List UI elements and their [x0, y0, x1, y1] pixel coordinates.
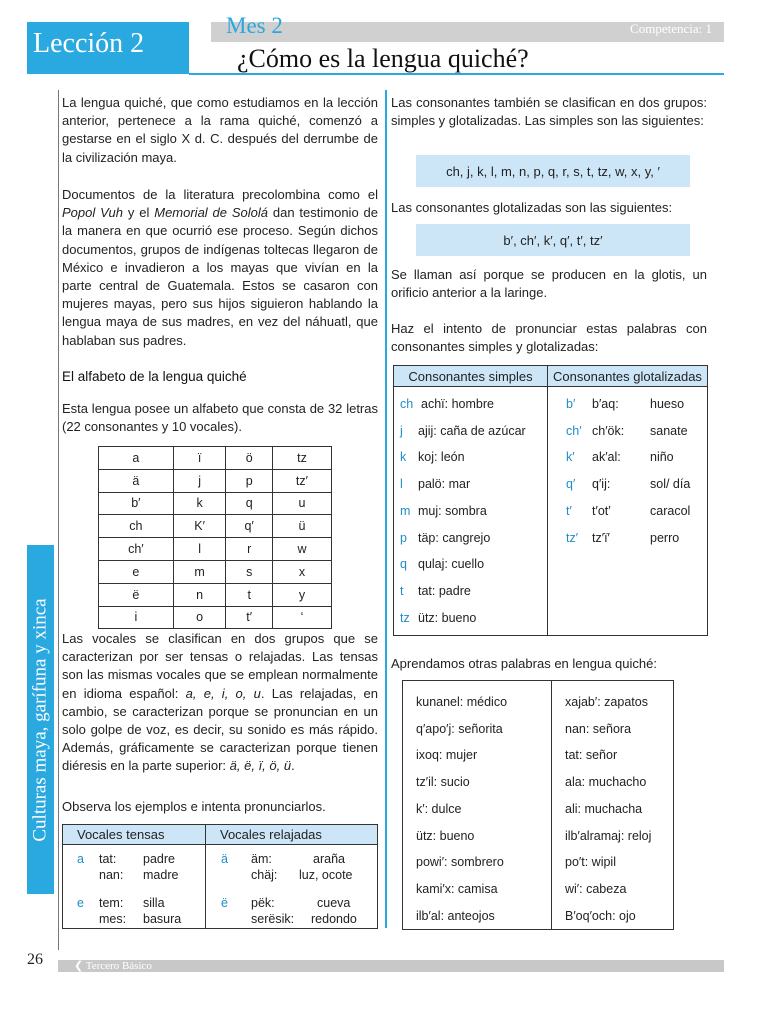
page-number: 26	[27, 951, 43, 968]
glottal-consonant: q′	[566, 477, 576, 492]
alphabet-letter: a	[99, 447, 174, 470]
tense-letter: e	[77, 896, 84, 910]
simple-consonant: m	[400, 503, 411, 518]
relaxed-word: pëk:	[251, 896, 275, 910]
glottal-meaning: sanate	[650, 423, 688, 438]
consonants-table	[393, 365, 708, 636]
glottal-intro: Las consonantes glotalizadas son las siguientes:	[391, 200, 673, 215]
alphabet-letter: k	[173, 492, 226, 515]
relaxed-vowels-header: Vocales relajadas	[206, 825, 377, 845]
glottis-paragraph: Se llaman así porque se producen en la glotis, un orificio anterior a la laringe.	[391, 267, 707, 301]
relaxed-meaning: redondo	[311, 912, 357, 926]
column-separator	[385, 90, 387, 928]
footer-grade: ❮ Tercero Básico	[74, 960, 152, 972]
alphabet-letter: b′	[99, 492, 174, 515]
simple-word: muj: sombra	[418, 503, 487, 518]
pronounce-paragraph: Haz el intento de pronunciar estas palabras con consonantes simples y glotalizadas:	[391, 321, 707, 355]
glottal-consonants-header: Consonantes glotalizadas	[548, 366, 707, 387]
word-item: po′t: wipil	[565, 855, 616, 870]
word-item: xajab′: zapatos	[565, 695, 648, 709]
word-item: nan: señora	[565, 721, 632, 736]
vowels-paragraph: Las vocales se clasifican en dos grupos que se caracterizan por ser tensas o relajadas. Las tensas son las mismas vocales que se emplean normalmente en idioma español: a, e, i, o, u. Las relajadas, en cambio, se caracterizan porque se pronuncian en un solo golpe de voz, es decir, su sonido es más rápido. Además, gráficamente se caracterizan porque tienen diéresis en la parte superior: ä, ë, ï, ö, ü.	[62, 631, 379, 774]
relaxed-word: chäj:	[251, 868, 278, 882]
word-item: k′: dulce	[416, 801, 462, 816]
alphabet-row	[99, 447, 332, 470]
simple-consonant: tz	[400, 610, 410, 625]
alphabet-letter: s	[226, 560, 272, 583]
glottal-meaning: hueso	[650, 397, 685, 411]
alphabet-letter: m	[173, 560, 226, 583]
alphabet-letter: ch′	[99, 538, 174, 561]
alphabet-letter: e	[99, 560, 174, 583]
alphabet-row	[99, 606, 332, 629]
month-label: Mes 2	[226, 13, 283, 38]
frame-left-line	[58, 90, 59, 950]
glottal-word: ch′ök:	[592, 423, 625, 438]
alphabet-letter: r	[226, 538, 272, 561]
tense-word: tat:	[99, 852, 117, 866]
simple-consonant: t	[400, 583, 404, 598]
relaxed-letter: ä	[221, 852, 228, 866]
alphabet-row	[99, 492, 332, 515]
alphabet-letter: p	[226, 469, 272, 492]
simple-consonant: l	[400, 477, 403, 492]
alphabet-letter: q′	[226, 515, 272, 538]
alphabet-letter: j	[173, 469, 226, 492]
alphabet-letter: n	[173, 583, 226, 606]
alphabet-table	[98, 446, 332, 629]
footer-bar	[58, 960, 724, 972]
word-item: B′oq′och: ojo	[565, 908, 636, 923]
alphabet-letter: ‘	[272, 606, 331, 629]
glottal-word: t′ot′	[592, 503, 611, 518]
glottal-meaning: perro	[650, 530, 680, 545]
relaxed-meaning: araña	[313, 852, 345, 866]
glottal-meaning: niño	[650, 450, 674, 465]
alphabet-heading: El alfabeto de la lengua quiché	[62, 369, 247, 384]
word-item: powi′: sombrero	[416, 855, 504, 870]
alphabet-letter: K′	[173, 515, 226, 538]
simple-consonant: ch	[400, 397, 414, 411]
relaxed-letter: ë	[221, 896, 228, 910]
glottal-consonant: t′	[566, 503, 572, 518]
vowel-examples-table	[62, 824, 378, 929]
word-item: kami′x: camisa	[416, 881, 498, 896]
alphabet-letter: ü	[272, 515, 331, 538]
words-table	[402, 680, 674, 930]
tense-vowels-header: Vocales tensas	[63, 825, 205, 845]
word-item: ütz: bueno	[416, 828, 475, 843]
alphabet-letter: ch	[99, 515, 174, 538]
alphabet-letter: tz′	[272, 469, 331, 492]
simple-consonant: p	[400, 530, 407, 545]
tense-word: mes:	[99, 912, 127, 926]
alphabet-letter: ë	[99, 583, 174, 606]
page-title: ¿Cómo es la lengua quiché?	[237, 44, 529, 73]
glottal-consonant: tz′	[566, 530, 579, 545]
glottal-word: b′aq:	[592, 397, 619, 411]
alphabet-letter: i	[99, 606, 174, 629]
more-words-paragraph: Aprendamos otras palabras en lengua quiché:	[391, 656, 657, 671]
simple-word: achï: hombre	[421, 397, 494, 411]
alphabet-row	[99, 538, 332, 561]
glottal-consonant: k′	[566, 450, 575, 465]
simple-word: ajij: caña de azúcar	[418, 423, 526, 438]
word-item: ixoq: mujer	[416, 748, 478, 763]
glottal-word: ak′al:	[592, 450, 621, 465]
tense-word: tem:	[99, 896, 124, 910]
examples-instruction: Observa los ejemplos e intenta pronunciarlos.	[62, 799, 326, 814]
relaxed-word: äm:	[251, 852, 272, 866]
history-paragraph: Documentos de la literatura precolombina como el Popol Vuh y el Memorial de Sololá dan testimonio de la manera en que ocurrió ese proceso. Según dichos documentos, grupos de indígenas toltecas llegaron de México e invadieron a los mayas que vivían en la parte central de Guatemala. Estos se casaron con mujeres mayas, pero sus hijos siguieron hablando la lengua maya de sus madres, en vez del náhuatl, que hablaban sus padres.	[62, 187, 378, 348]
competence-label: Competencia: 1	[630, 21, 712, 36]
relaxed-meaning: luz, ocote	[299, 868, 353, 882]
word-item: q′apo′j: señorita	[416, 721, 503, 736]
relaxed-meaning: cueva	[317, 896, 351, 910]
glottal-consonants-box: b′, ch′, k′, q′, t′, tz′	[416, 224, 690, 256]
simple-consonants-box: ch, j, k, l, m, n, p, q, r, s, t, tz, w, x, y, ′	[416, 155, 690, 187]
glottal-meaning: caracol	[650, 503, 691, 518]
alphabet-row	[99, 515, 332, 538]
tense-meaning: madre	[143, 868, 179, 882]
simple-word: qulaj: cuello	[418, 557, 485, 572]
glottal-consonant: ch′	[566, 423, 582, 438]
glottal-consonant: b′	[566, 397, 576, 411]
word-item: kunanel: médico	[416, 695, 508, 709]
alphabet-letter: t	[226, 583, 272, 606]
alphabet-letter: ä	[99, 469, 174, 492]
relaxed-word: serësik:	[251, 912, 295, 926]
lesson-label: Lección 2	[33, 28, 145, 59]
word-item: ala: muchacho	[565, 775, 647, 790]
tense-meaning: silla	[143, 896, 165, 910]
simple-word: koj: león	[418, 450, 465, 465]
simple-word: palö: mar	[418, 477, 471, 492]
simple-word: tat: padre	[418, 583, 471, 598]
alphabet-letter: x	[272, 560, 331, 583]
alphabet-letter: u	[272, 492, 331, 515]
word-item: tat: señor	[565, 748, 618, 763]
simple-consonant: q	[400, 557, 407, 572]
word-item: ilb′alramaj: reloj	[565, 828, 652, 843]
sidebar-text: Culturas maya, garífuna y xinca	[29, 598, 51, 842]
intro-paragraph: La lengua quiché, que como estudiamos en la lección anterior, pertenece a la rama quiché, comenzó a gestarse en el siglo X d. C. después del derrumbe de la civilización maya.	[62, 95, 378, 165]
glottal-meaning: sol/ día	[650, 477, 691, 492]
simple-consonants-header: Consonantes simples	[394, 366, 547, 387]
alphabet-letter: ö	[226, 447, 272, 470]
tense-meaning: padre	[143, 852, 175, 866]
alphabet-letter: l	[173, 538, 226, 561]
word-item: ali: muchacha	[565, 801, 643, 816]
glottal-word: tz′ï′	[592, 530, 610, 545]
simple-word: ütz: bueno	[418, 610, 477, 625]
simple-consonant: j	[400, 423, 403, 438]
alphabet-letter: y	[272, 583, 331, 606]
alphabet-row	[99, 560, 332, 583]
title-underline	[189, 73, 724, 75]
alphabet-row	[99, 583, 332, 606]
word-item: wi′: cabeza	[565, 881, 627, 896]
consonants-paragraph: Las consonantes también se clasifican en dos grupos: simples y glotalizadas. Las simples son las siguientes:	[391, 95, 707, 129]
alphabet-letter: t′	[226, 606, 272, 629]
simple-consonant: k	[400, 450, 407, 465]
alphabet-letter: q	[226, 492, 272, 515]
word-item: ilb′al: anteojos	[416, 908, 495, 923]
tense-letter: a	[77, 852, 84, 866]
glottal-word: q′ij:	[592, 477, 611, 492]
tense-word: nan:	[99, 868, 124, 882]
tense-meaning: basura	[143, 912, 182, 926]
alphabet-letter: w	[272, 538, 331, 561]
alphabet-letter: o	[173, 606, 226, 629]
simple-word: täp: cangrejo	[418, 530, 491, 545]
alphabet-row	[99, 469, 332, 492]
alphabet-paragraph: Esta lengua posee un alfabeto que consta de 32 letras (22 consonantes y 10 vocales).	[62, 401, 378, 435]
word-item: tz′il: sucio	[416, 775, 470, 790]
alphabet-letter: ï	[173, 447, 226, 470]
alphabet-letter: tz	[272, 447, 331, 470]
